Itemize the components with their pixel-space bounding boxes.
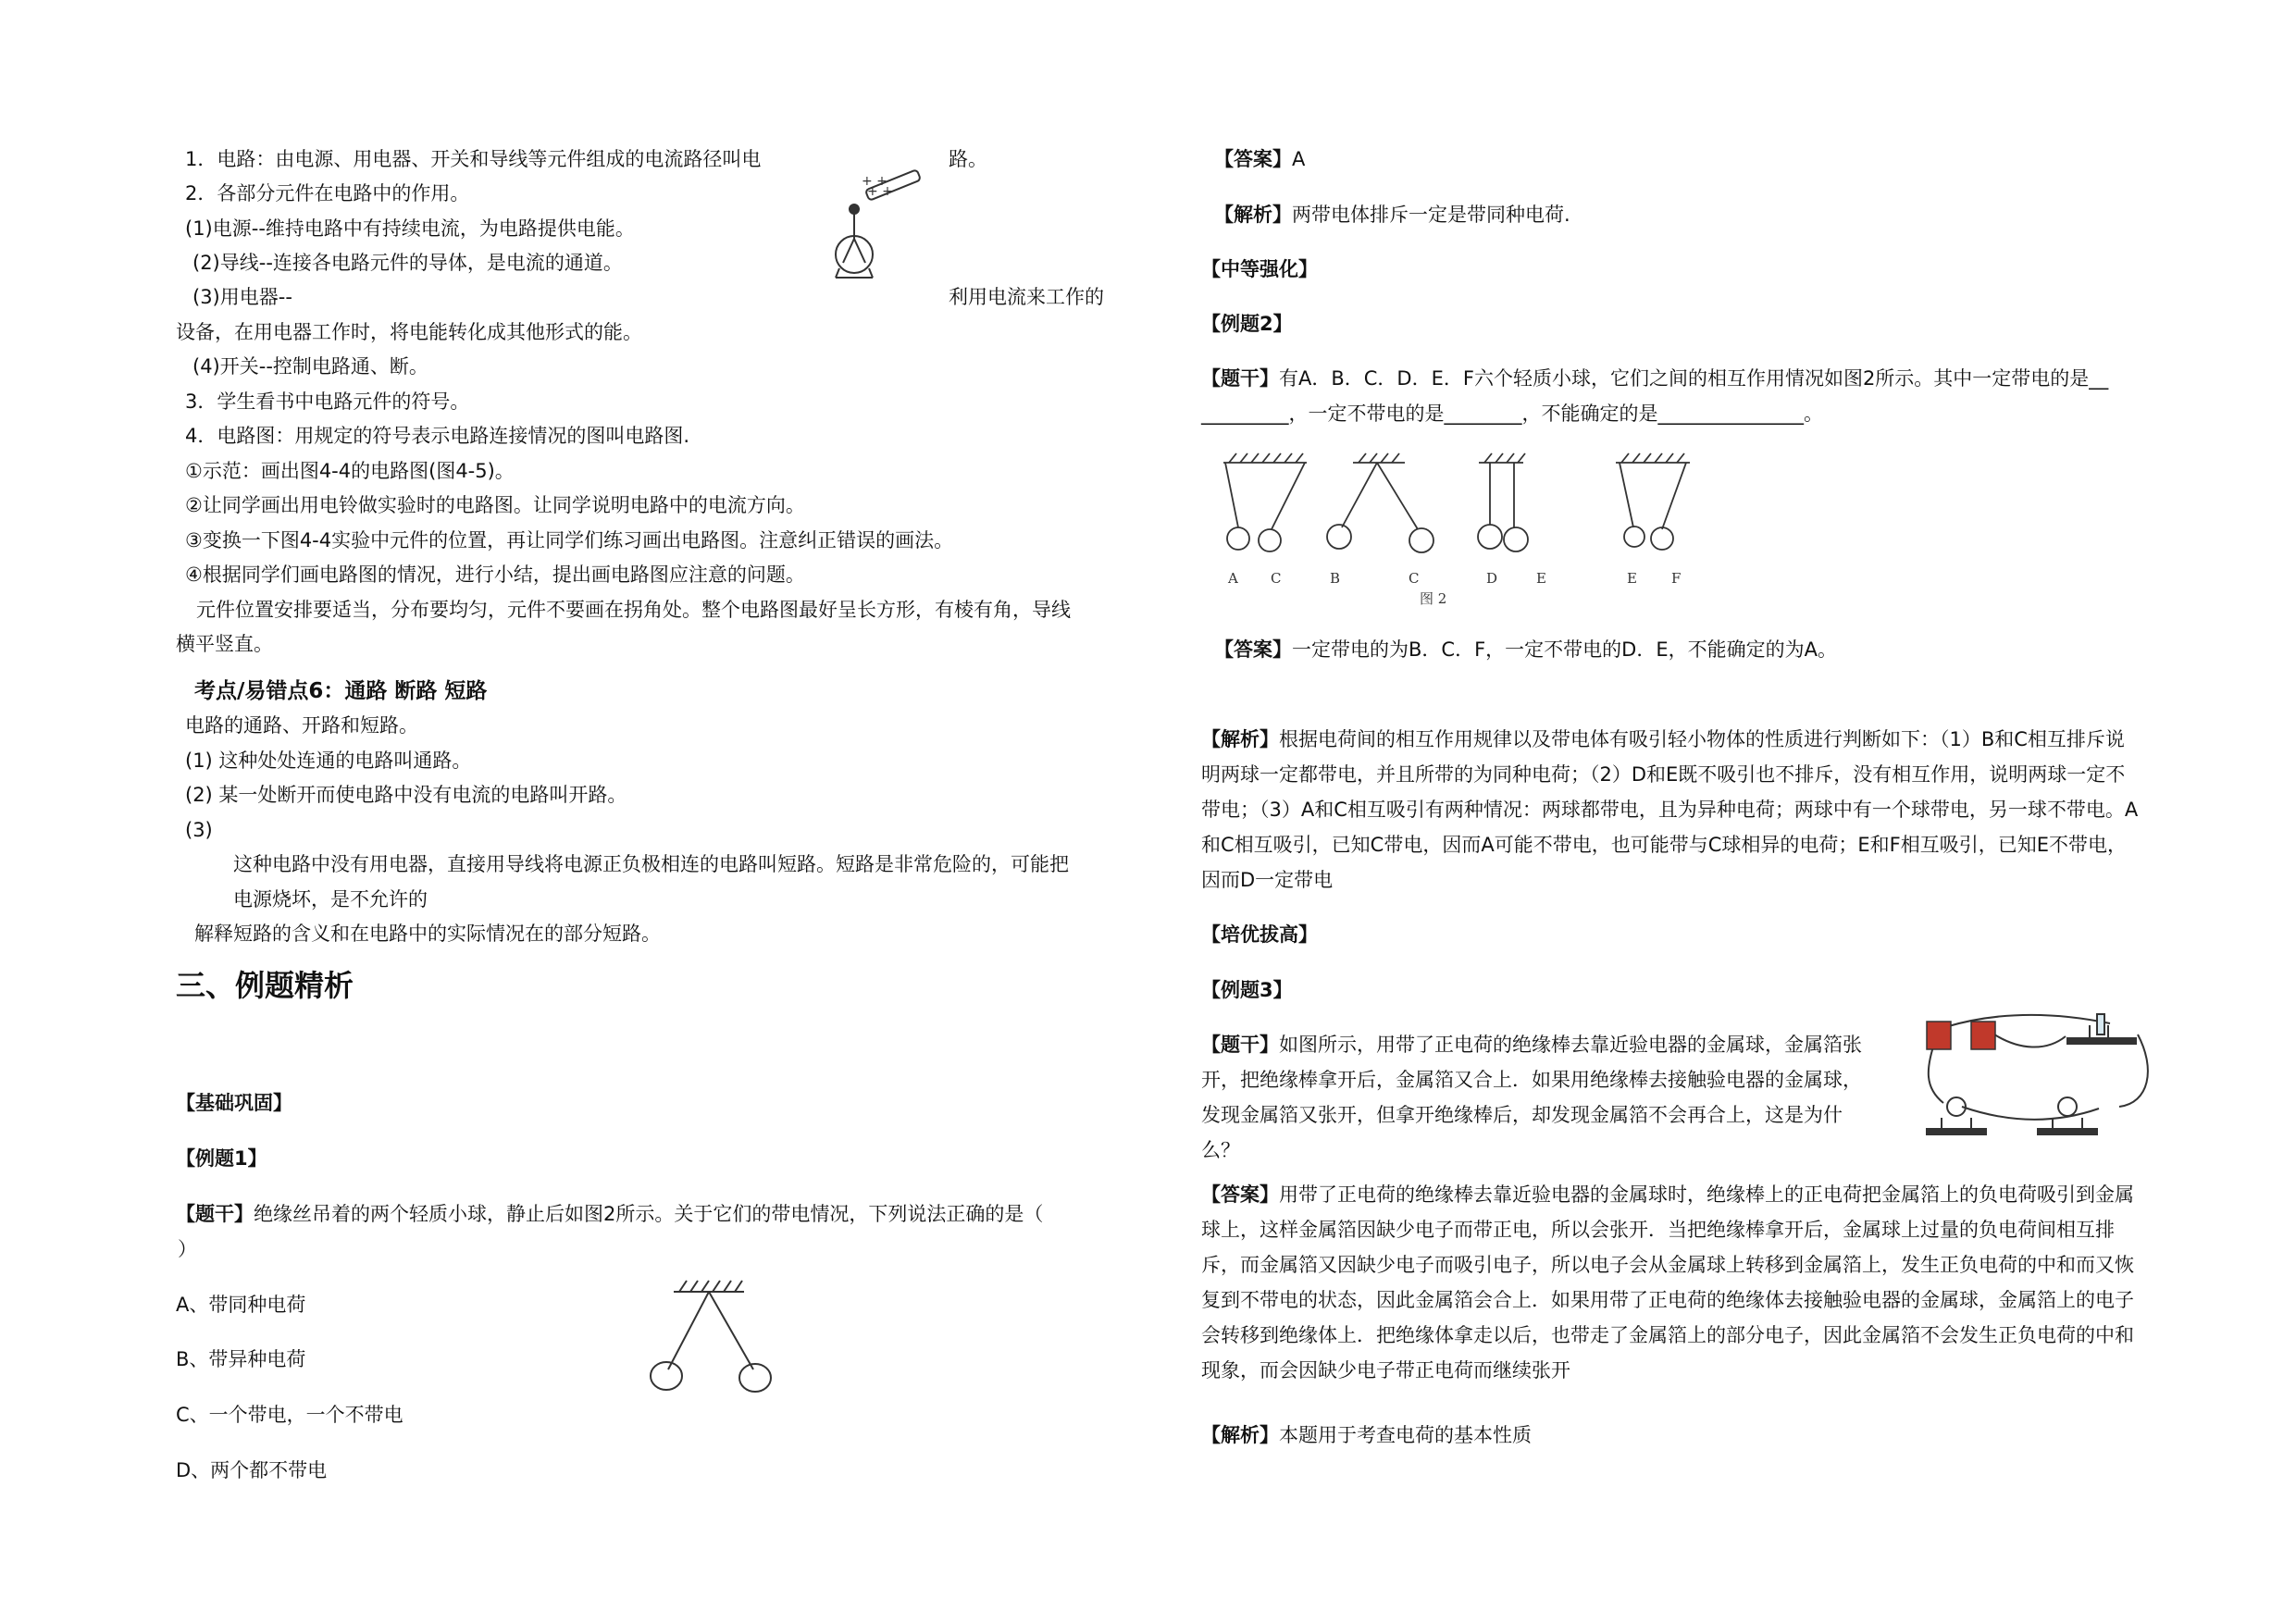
text-line: 2．各部分元件在电路中的作用。 — [185, 182, 470, 204]
answer-1 — [1214, 144, 1305, 174]
text-line: ②让同学画出用电铃做实验时的电路图。让同学说明电路中的电流方向。 — [185, 494, 805, 516]
text-line: 3．学生看书中电路元件的符号。 — [185, 390, 470, 413]
answer-tag: 【答案】 — [1214, 148, 1292, 170]
stem-text: 绝缘丝吊着的两个轻质小球，静止后如图2所示。关于它们的带电情况，下列说法正确的是（ — [254, 1203, 1044, 1225]
text-line: 横平竖直。 — [176, 633, 273, 655]
explanation-text: 两带电体排斥一定是带同种电荷. — [1292, 204, 1570, 226]
explanation-text: 根据电荷间的相互作用规律以及带电体有吸引轻小物体的性质进行判断如下：（1）B和C相互排斥说明两球一定都带电，并且所带的为同种电荷；（2）D和E既不吸引也不排斥，没有相互作用，说明两球一定不带电；（3）A和C相互吸引有两种情况：两球都带电，且为异种电荷；两球中有一个球带电，另一球不带电。A和C相互吸引，已知C带电，因而A可能不带电，也可能带与C球相异的电荷；E和F相互吸引，已知E不带电，因而D一定带电 — [1201, 728, 2139, 891]
text-line: 电路的通路、开路和短路。 — [185, 714, 418, 737]
answer-tag: 【答案】 — [1214, 638, 1292, 661]
answer-text: A — [1292, 148, 1306, 170]
text-line: 电源烧坏，是不允许的 — [233, 888, 428, 911]
question-stem — [1201, 364, 2108, 393]
question-stem — [1201, 1027, 1877, 1168]
text-line: 路。 — [949, 148, 987, 170]
pendulum-figure-2 — [1203, 444, 1721, 611]
text-line: 4．电路图：用规定的符号表示电路连接情况的图叫电路图. — [185, 425, 690, 447]
red-block-1 — [1927, 1022, 1951, 1049]
explanation-tag: 【解析】 — [1214, 204, 1292, 226]
option-a: A、带同种电荷 — [176, 1294, 306, 1316]
stem-tag: 【题干】 — [1201, 367, 1279, 390]
answer-2 — [1214, 635, 1837, 664]
explanation-2 — [1201, 722, 2143, 898]
text-line: 1．电路：由电源、用电器、开关和导线等元件组成的电流路径叫电 — [185, 148, 762, 170]
explanation-1 — [1214, 200, 1570, 229]
section-label: 【培优拔高】 — [1201, 923, 1318, 946]
kaodian-heading: 考点/易错点6：通路 断路 短路 — [194, 679, 488, 703]
text-line: 元件位置安排要适当，分布要均匀，元件不要画在拐角处。整个电路图最好呈长方形，有棱有角，导线 — [196, 599, 1071, 621]
example-label: 【例题1】 — [176, 1147, 267, 1170]
text-line: 利用电流来工作的 — [949, 286, 1104, 308]
text-line: (2)导线--连接各电路元件的导体，是电流的通道。 — [192, 252, 623, 274]
text-line: (1)电源--维持电路中有持续电流，为电路提供电能。 — [185, 217, 635, 240]
text-line: 设备，在用电器工作时，将电能转化成其他形式的能。 — [176, 321, 642, 343]
text-line: 解释短路的含义和在电路中的实际情况在的部分短路。 — [194, 923, 661, 945]
fig2-label-f: F — [1671, 570, 1682, 587]
fig2-label-d: D — [1486, 570, 1498, 587]
text-line: (1) 这种处处连通的电路叫通路。 — [185, 750, 472, 772]
red-block-2 — [1971, 1022, 1995, 1049]
answer-text: 用带了正电荷的绝缘棒去靠近验电器的金属球时，绝缘棒上的正电荷把金属箔上的负电荷吸引到金属球上，这样金属箔因缺少电子而带正电，所以会张开．当把绝缘棒拿开后，金属球上过量的负电荷间相互排斥，而金属箔又因缺少电子而吸引电子，所以电子会从金属球上转移到金属箔上，发生正负电荷的中和而又恢复到不带电的状态，因此金属箔会合上．如果用带了正电荷的绝缘体去接触验电器的金属球，金属箔上的电子会转移到绝缘体上．把绝缘体拿走以后，也带走了金属箔上的部分电子，因此金属箔不会发生正负电荷的中和现象，而会因缺少电子带正电荷而继续张开 — [1201, 1183, 2134, 1381]
explanation-text: 本题用于考查电荷的基本性质 — [1279, 1424, 1532, 1446]
fig2-label-c2: C — [1409, 570, 1420, 587]
fig2-label-c: C — [1271, 570, 1282, 587]
answer-3 — [1201, 1177, 2143, 1388]
svg-text:+ +: + + — [867, 184, 893, 199]
section-label: 【基础巩固】 — [176, 1092, 292, 1114]
section-label: 【中等强化】 — [1201, 258, 1318, 280]
answer-text: 一定带电的为B．C．F，一定不带电的D．E，不能确定的为A。 — [1292, 638, 1837, 661]
text-line: (3)用电器-- — [192, 286, 292, 308]
question-stem-cont: ） — [178, 1238, 197, 1260]
option-b: B、带异种电荷 — [176, 1348, 306, 1370]
text-line: (3) — [185, 819, 213, 841]
option-c: C、一个带电，一个不带电 — [176, 1404, 403, 1426]
example-label: 【例题2】 — [1201, 313, 1293, 335]
explanation-tag: 【解析】 — [1201, 1424, 1279, 1446]
text-line: ④根据同学们画电路图的情况，进行小结，提出画电路图应注意的问题。 — [185, 564, 805, 586]
option-d: D、两个都不带电 — [176, 1459, 328, 1481]
stem-text: 有A．B．C．D．E．F六个轻质小球，它们之间的相互作用情况如图2所示。其中一定带电的是__ — [1279, 367, 2109, 390]
fig2-label-b: B — [1330, 570, 1341, 587]
question-stem — [176, 1199, 1043, 1229]
circuit-figure-ex3 — [1917, 1014, 2156, 1140]
text-line: ③变换一下图4-4实验中元件的位置，再让同学们练习画出电路图。注意纠正错误的画法。 — [185, 529, 954, 551]
fig2-label-e: E — [1536, 570, 1546, 587]
fig2-label-e2: E — [1627, 570, 1637, 587]
fig2-label-a: A — [1228, 570, 1238, 587]
text-line: (2) 某一处断开而使电路中没有电流的电路叫开路。 — [185, 784, 627, 806]
svg-text:+ +: + + — [862, 174, 887, 189]
example-label: 【例题3】 — [1201, 979, 1293, 1001]
electroscope-figure — [828, 167, 935, 291]
answer-tag: 【答案】 — [1201, 1183, 1279, 1206]
explanation-tag: 【解析】 — [1201, 728, 1279, 750]
pendulum-figure-ex1 — [648, 1277, 777, 1397]
stem-tag: 【题干】 — [1201, 1034, 1279, 1056]
section-title: 三、例题精析 — [176, 968, 354, 1003]
text-line: 这种电路中没有用电器，直接用导线将电源正负极相连的电路叫短路。短路是非常危险的，可能把 — [233, 853, 1069, 875]
fig2-caption: 图 2 — [1420, 590, 1447, 607]
stem-tag: 【题干】 — [176, 1203, 254, 1225]
text-line: ①示范：画出图4-4的电路图(图4-5)。 — [185, 460, 515, 482]
question-stem-cont: _________，一定不带电的是________，不能确定的是_______________。 — [1201, 403, 1823, 425]
text-line: (4)开关--控制电路通、断。 — [192, 355, 428, 378]
stem-text: 如图所示，用带了正电荷的绝缘棒去靠近验电器的金属球，金属箔张开，把绝缘棒拿开后，金属箔又合上．如果用绝缘棒去接触验电器的金属球，发现金属箔又张开，但拿开绝缘棒后，却发现金属箔不会再合上，这是为什么？ — [1201, 1034, 1862, 1161]
explanation-3 — [1201, 1420, 1532, 1450]
